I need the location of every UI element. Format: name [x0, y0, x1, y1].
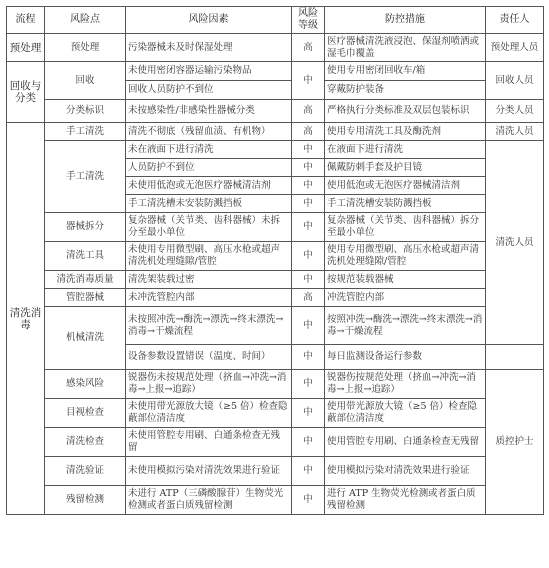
table-row — [7, 141, 544, 159]
measure-cell: 使用低泡或无泡医疗器械清洁剂 — [325, 177, 486, 195]
risk-level-cell: 高 — [292, 123, 325, 141]
owner-cell: 清洗人员 — [486, 141, 544, 345]
measure-cell: 医疗器械清洗液浸泡、保湿剂喷洒或湿毛巾覆盖 — [325, 34, 486, 62]
risk-point-cell: 管腔器械 — [45, 289, 126, 307]
risk-level-cell: 高 — [292, 100, 325, 123]
measure-cell: 在液面下进行清洗 — [325, 141, 486, 159]
risk-point-cell: 清洗验证 — [45, 457, 126, 486]
owner-cell: 质控护士 — [486, 370, 544, 515]
header-risk-factor: 风险因素 — [126, 7, 292, 34]
risk-level-cell: 中 — [292, 195, 325, 213]
risk-level-cell: 中 — [292, 370, 325, 399]
risk-factor-cell: 人员防护不到位 — [126, 159, 292, 177]
risk-point-cell: 手工清洗 — [45, 123, 126, 141]
risk-factor-cell: 未按感染性/非感染性器械分类 — [126, 100, 292, 123]
risk-level-cell: 中 — [292, 428, 325, 457]
table-row — [7, 486, 544, 515]
risk-factor-cell: 未使用管腔专用刷、白通条检查无残留 — [126, 428, 292, 457]
measure-cell: 佩戴防刺手套及护目镜 — [325, 159, 486, 177]
risk-point-cell: 预处理 — [45, 34, 126, 62]
measure-cell: 使用带光源放大镜（≥5 倍）检查隐蔽部位清洁度 — [325, 399, 486, 428]
risk-level-cell: 中 — [292, 307, 325, 345]
header-owner: 责任人 — [486, 7, 544, 34]
risk-control-table — [6, 6, 544, 515]
stage-cell: 预处理 — [7, 34, 45, 62]
table-row — [7, 34, 544, 62]
risk-factor-cell: 锐器伤未按规范处理（挤血→冲洗→消毒→上报→追踪） — [126, 370, 292, 399]
risk-level-cell: 中 — [292, 177, 325, 195]
risk-point-cell: 清洗工具 — [45, 242, 126, 271]
measure-cell: 使用管腔专用刷、白通条检查无残留 — [325, 428, 486, 457]
risk-point-cell: 清洗消毒质量 — [45, 271, 126, 289]
owner-cell: 清洗人员 — [486, 123, 544, 141]
risk-level-cell: 中 — [292, 242, 325, 271]
table-row — [7, 271, 544, 289]
risk-point-cell: 手工清洗 — [45, 141, 126, 213]
measure-cell: 手工清洗槽安装防溅挡板 — [325, 195, 486, 213]
table-row — [7, 307, 544, 345]
table-row — [7, 123, 544, 141]
risk-factor-cell: 设备参数设置错误（温度、时间） — [126, 345, 292, 370]
risk-level-cell: 中 — [292, 457, 325, 486]
risk-level-cell: 中 — [292, 486, 325, 515]
risk-level-cell: 中 — [292, 141, 325, 159]
header-measure: 防控措施 — [325, 7, 486, 34]
measure-cell: 使用专用微型刷、高压水枪或超声清洗机处理缝隙/管腔 — [325, 242, 486, 271]
table-row — [7, 100, 544, 123]
measure-cell: 使用专用密闭回收车/箱 — [325, 62, 486, 81]
risk-point-cell: 目视检查 — [45, 399, 126, 428]
measure-cell: 锐器伤按规范处理（挤血→冲洗→消毒→上报→追踪） — [325, 370, 486, 399]
risk-factor-cell: 未在液面下进行清洗 — [126, 141, 292, 159]
risk-level-cell: 中 — [292, 62, 325, 100]
risk-point-cell: 回收 — [45, 62, 126, 100]
risk-level-cell: 高 — [292, 34, 325, 62]
measure-cell: 冲洗管腔内部 — [325, 289, 486, 307]
stage-cell: 回收与分类 — [7, 62, 45, 123]
risk-level-cell: 中 — [292, 159, 325, 177]
risk-factor-cell: 复杂器械（关节类、齿科器械）未拆分至最小单位 — [126, 213, 292, 242]
measure-cell: 使用专用清洗工具及酶洗剂 — [325, 123, 486, 141]
risk-level-cell: 中 — [292, 213, 325, 242]
risk-factor-cell: 未使用模拟污染对清洗效果进行验证 — [126, 457, 292, 486]
measure-cell: 进行 ATP 生物荧光检测或者蛋白质残留检测 — [325, 486, 486, 515]
risk-level-cell: 中 — [292, 399, 325, 428]
risk-point-cell: 机械清洗 — [45, 307, 126, 370]
risk-point-cell: 残留检测 — [45, 486, 126, 515]
risk-factor-cell: 清洗不彻底（残留血渍、有机物） — [126, 123, 292, 141]
measure-cell: 复杂器械（关节类、齿科器械）拆分至最小单位 — [325, 213, 486, 242]
table-row — [7, 242, 544, 271]
measure-cell: 严格执行分类标准及双层包装标识 — [325, 100, 486, 123]
table-row — [7, 213, 544, 242]
risk-factor-cell: 未使用低泡或无泡医疗器械清洁剂 — [126, 177, 292, 195]
risk-factor-cell: 未使用带光源放大镜（≥5 倍）检查隐蔽部位清洁度 — [126, 399, 292, 428]
risk-factor-cell: 手工清洗槽未安装防溅挡板 — [126, 195, 292, 213]
table-row — [7, 399, 544, 428]
header-stage: 流程 — [7, 7, 45, 34]
table-row — [7, 428, 544, 457]
measure-cell: 按规范装载器械 — [325, 271, 486, 289]
risk-factor-cell: 清洗架装载过密 — [126, 271, 292, 289]
risk-point-cell: 器械拆分 — [45, 213, 126, 242]
risk-point-cell: 分类标识 — [45, 100, 126, 123]
risk-point-cell: 感染风险 — [45, 370, 126, 399]
measure-cell: 按照冲洗→酶洗→漂洗→终末漂洗→消毒→干燥流程 — [325, 307, 486, 345]
risk-factor-cell: 未进行 ATP（三磷酸腺苷）生物荧光检测或者蛋白质残留检测 — [126, 486, 292, 515]
risk-factor-cell: 未使用专用微型刷、高压水枪或超声清洗机处理缝隙/管腔 — [126, 242, 292, 271]
header-risk-point: 风险点 — [45, 7, 126, 34]
table-row — [7, 457, 544, 486]
risk-level-cell: 中 — [292, 271, 325, 289]
owner-cell: 预处理人员 — [486, 34, 544, 62]
table-row — [7, 289, 544, 307]
stage-cell: 清洗消毒 — [7, 123, 45, 515]
table-row — [7, 370, 544, 399]
measure-cell: 每日监测设备运行参数 — [325, 345, 486, 370]
risk-factor-cell: 未冲洗管腔内部 — [126, 289, 292, 307]
measure-cell: 穿戴防护装备 — [325, 81, 486, 100]
risk-level-cell: 高 — [292, 289, 325, 307]
risk-factor-cell: 污染器械未及时保湿处理 — [126, 34, 292, 62]
risk-level-cell: 中 — [292, 345, 325, 370]
measure-cell: 使用模拟污染对清洗效果进行验证 — [325, 457, 486, 486]
header-row — [7, 7, 544, 34]
owner-cell: 回收人员 — [486, 62, 544, 100]
header-risk-level: 风险等级 — [292, 7, 325, 34]
owner-cell: 分类人员 — [486, 100, 544, 123]
table-row — [7, 62, 544, 81]
risk-factor-cell: 未按照冲洗→酶洗→漂洗→终末漂洗→消毒→干燥流程 — [126, 307, 292, 345]
risk-factor-cell: 回收人员防护不到位 — [126, 81, 292, 100]
risk-factor-cell: 未使用密闭容器运输污染物品 — [126, 62, 292, 81]
risk-point-cell: 清洗检查 — [45, 428, 126, 457]
